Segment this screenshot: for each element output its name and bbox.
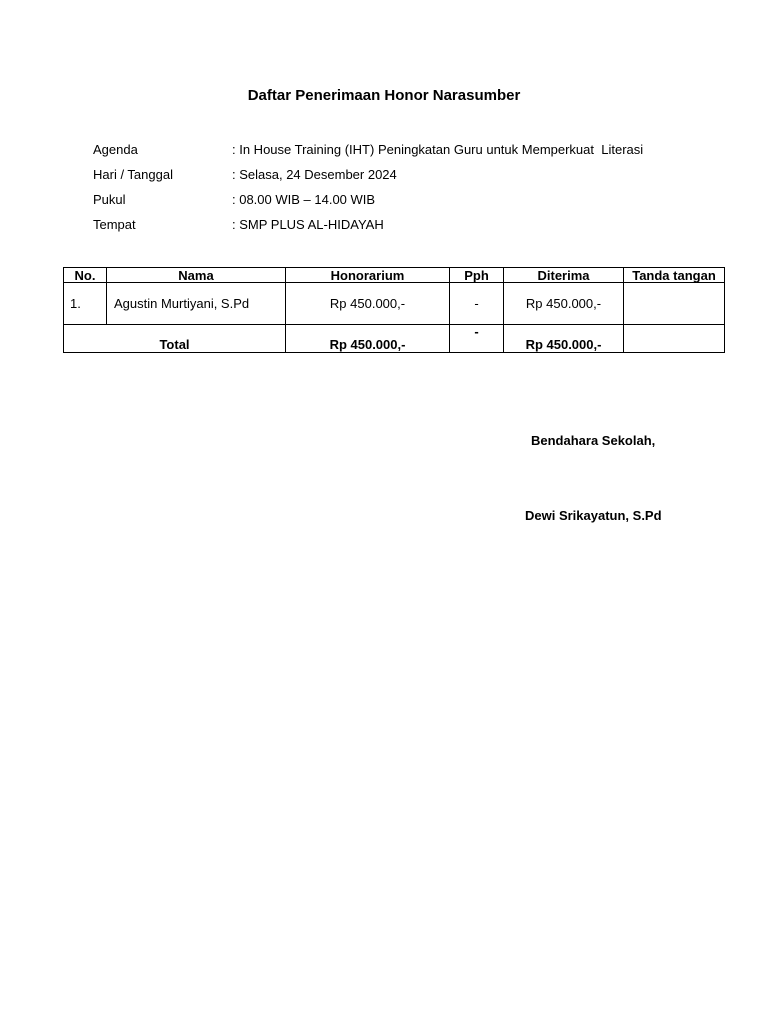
cell-diterima: Rp 450.000,- <box>504 283 624 325</box>
header-tanda-tangan: Tanda tangan <box>624 268 725 283</box>
signer-title: Bendahara Sekolah, <box>531 433 656 448</box>
info-label: Agenda <box>93 142 138 157</box>
total-label: Total <box>64 325 286 353</box>
table-header-row <box>64 268 725 283</box>
total-pph: - <box>474 324 479 339</box>
info-value: : Selasa, 24 Desember 2024 <box>232 167 397 182</box>
info-label: Pukul <box>93 192 126 207</box>
header-no: No. <box>64 268 107 283</box>
header-nama: Nama <box>107 268 286 283</box>
info-value: : 08.00 WIB – 14.00 WIB <box>232 192 376 207</box>
table-row <box>64 283 725 325</box>
table-total-row <box>64 325 725 353</box>
info-value: : SMP PLUS AL-HIDAYAH <box>232 217 384 232</box>
total-diterima: Rp 450.000,- <box>504 325 624 353</box>
document-title: Daftar Penerimaan Honor Narasumber <box>247 87 521 104</box>
cell-tanda-tangan <box>624 283 725 325</box>
honor-table <box>63 267 725 353</box>
header-honorarium: Honorarium <box>286 268 450 283</box>
signer-name: Dewi Srikayatun, S.Pd <box>525 508 662 523</box>
info-row-time <box>93 191 643 216</box>
cell-no: 1. <box>64 283 107 325</box>
info-row-date <box>93 166 643 191</box>
total-pph-cell <box>450 325 504 353</box>
info-row-agenda <box>93 141 643 166</box>
info-label: Hari / Tanggal <box>93 167 173 182</box>
total-tanda-tangan <box>624 325 725 353</box>
header-pph: Pph <box>450 268 504 283</box>
event-info <box>93 141 643 241</box>
cell-honorarium: Rp 450.000,- <box>286 283 450 325</box>
cell-nama: Agustin Murtiyani, S.Pd <box>107 283 286 325</box>
total-honorarium: Rp 450.000,- <box>286 325 450 353</box>
info-value: : In House Training (IHT) Peningkatan Guru untuk Memperkuat Literasi <box>232 142 644 157</box>
cell-pph: - <box>450 283 504 325</box>
info-row-place <box>93 216 643 241</box>
header-diterima: Diterima <box>504 268 624 283</box>
info-label: Tempat <box>93 217 136 232</box>
